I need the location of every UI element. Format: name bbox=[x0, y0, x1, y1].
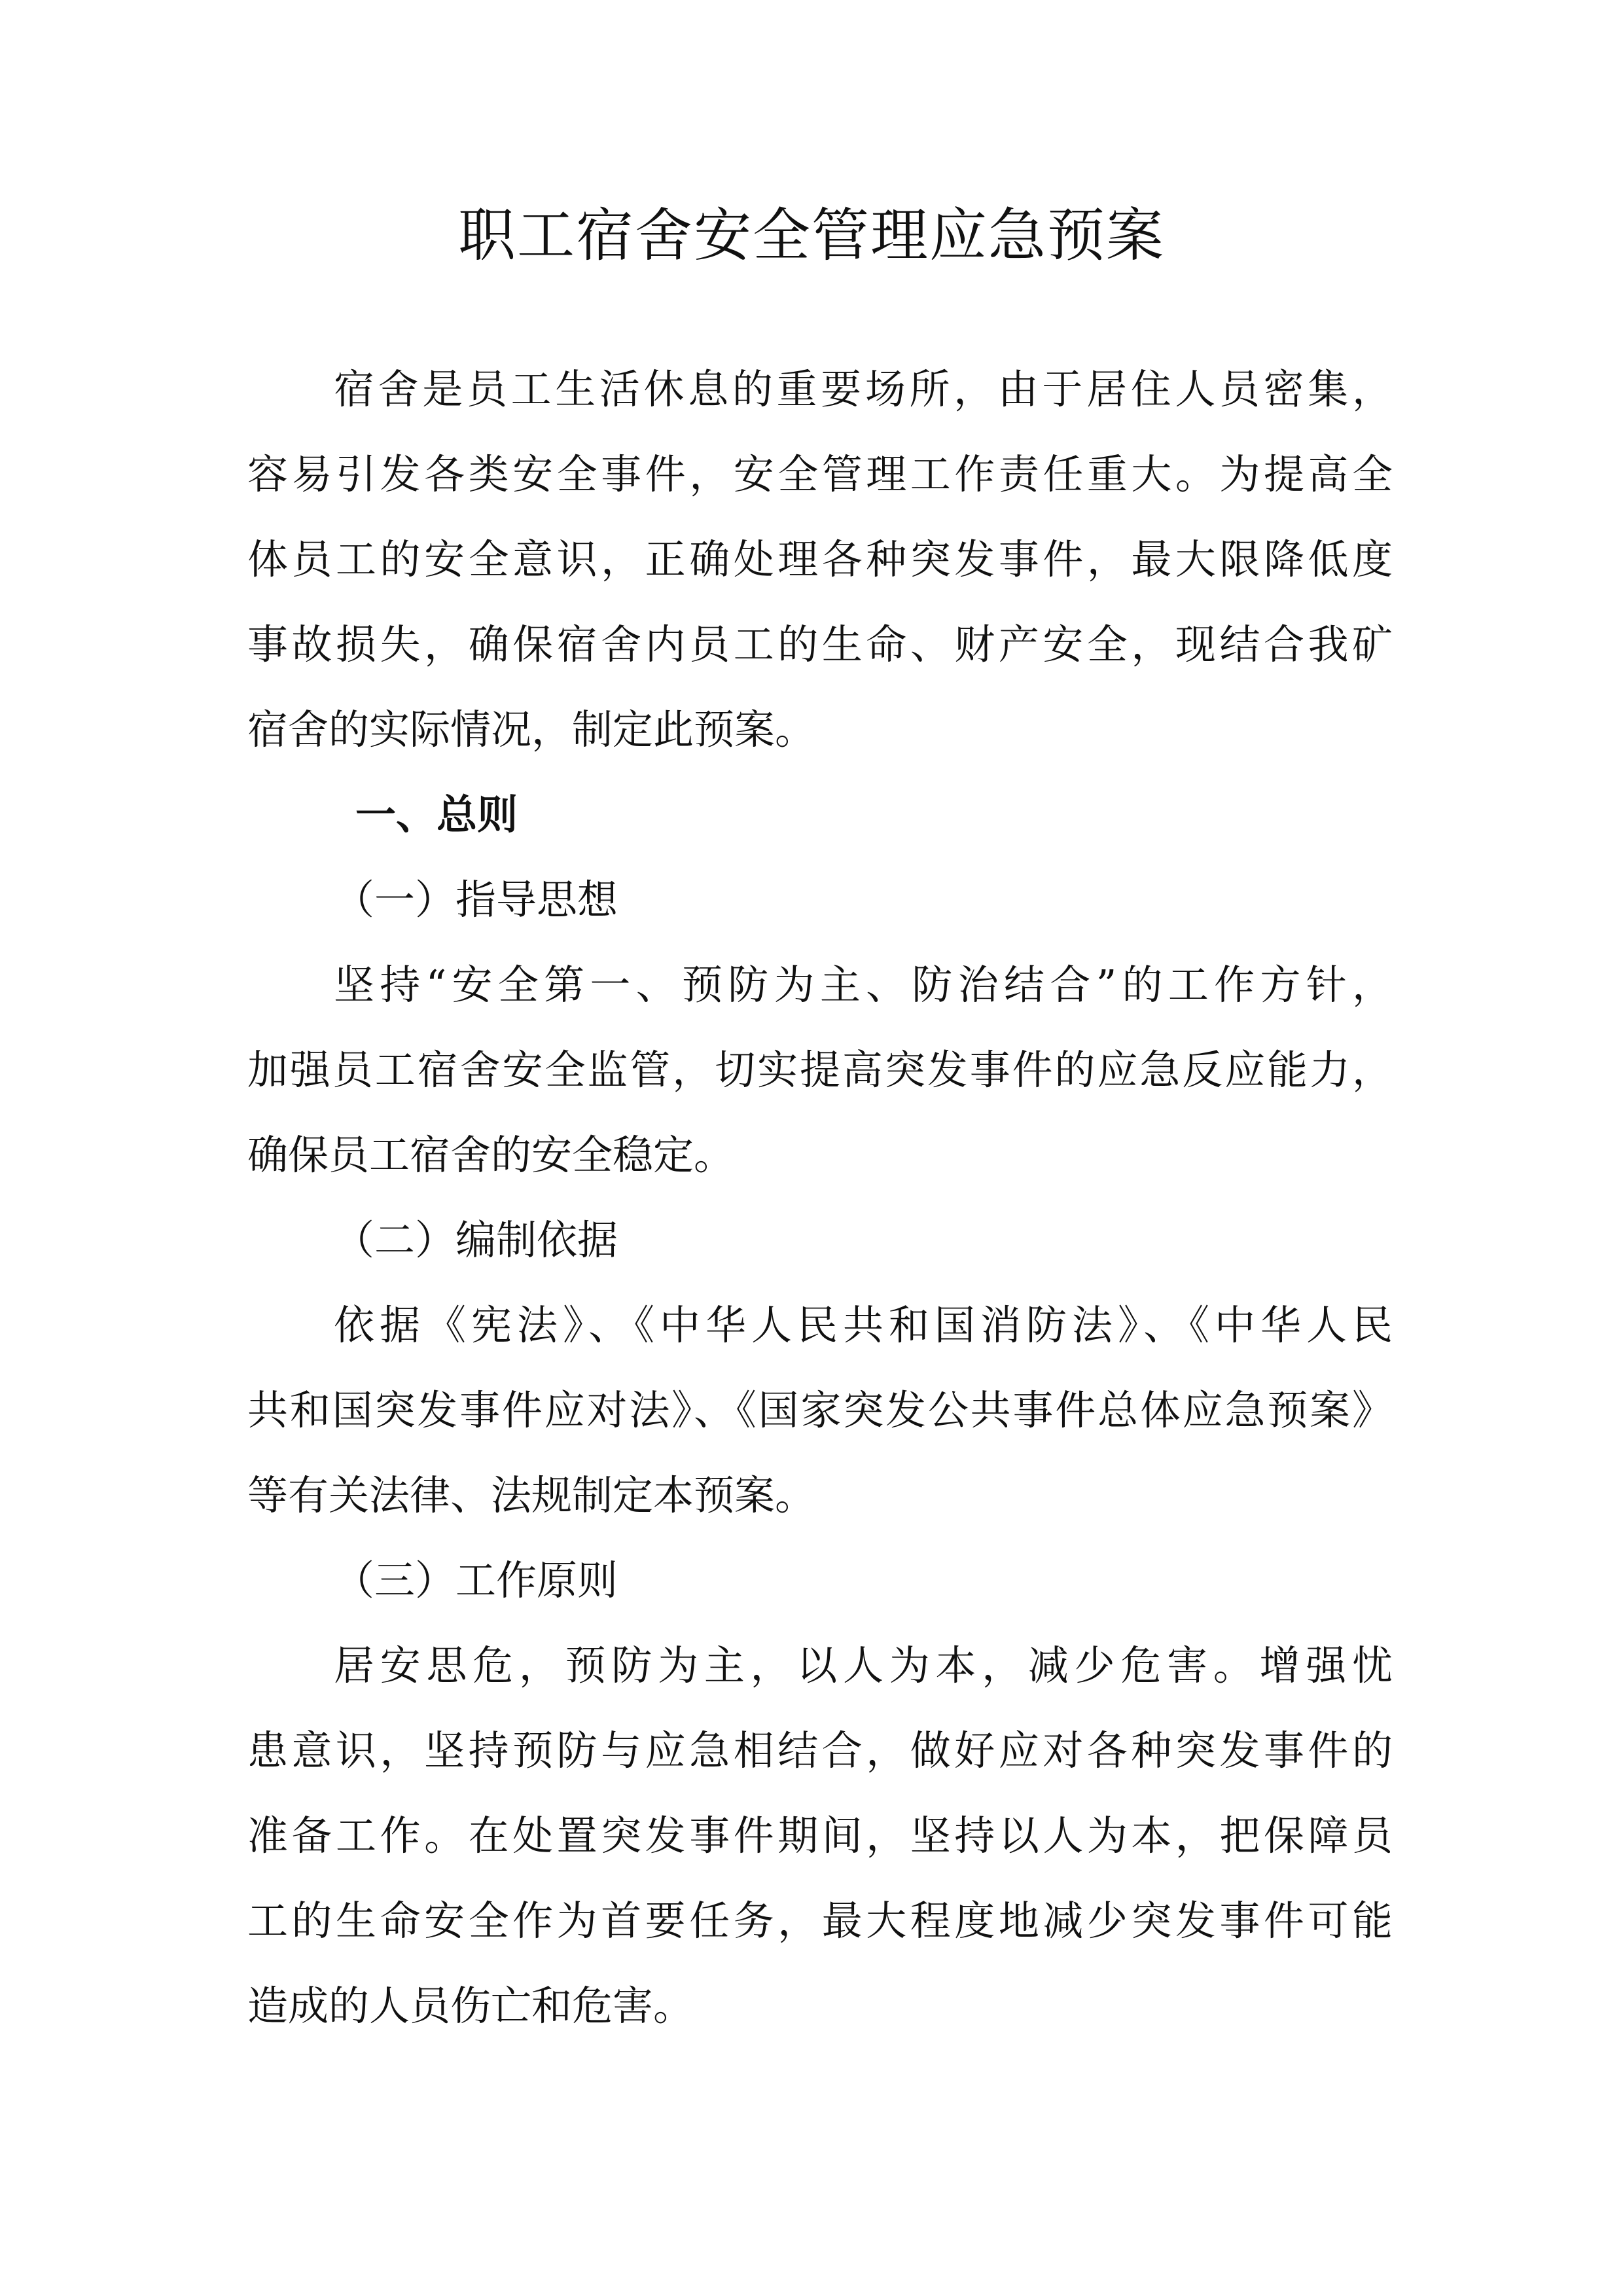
paragraph-line: 准备工作。在处置突发事件期间，坚持以人为本，把保障员 bbox=[247, 1812, 1393, 1859]
paragraph-line: 加强员工宿舍安全监管，切实提高突发事件的应急反应能力， bbox=[247, 1046, 1393, 1094]
paragraph-line: 共和国突发事件应对法》、《国家突发公共事件总体应急预案》 bbox=[247, 1386, 1393, 1434]
paragraph-line: 居安思危，预防为主，以人为本，减少危害。增强忧 bbox=[334, 1641, 1393, 1689]
subsection-heading: （三）工作原则 bbox=[334, 1556, 618, 1604]
paragraph-line: 宿舍是员工生活休息的重要场所，由于居住人员密集， bbox=[334, 365, 1393, 413]
paragraph-line: 坚持“安全第一、预防为主、防治结合”的工作方针， bbox=[334, 961, 1393, 1009]
section-heading: 一、总则 bbox=[355, 791, 518, 838]
paragraph-line: 宿舍的实际情况，制定此预案。 bbox=[247, 706, 816, 753]
paragraph-line: 事故损失，确保宿舍内员工的生命、财产安全，现结合我矿 bbox=[247, 620, 1393, 668]
paragraph-line: 确保员工宿舍的安全稳定。 bbox=[247, 1131, 735, 1179]
paragraph-line: 体员工的安全意识，正确处理各种突发事件，最大限降低度 bbox=[247, 535, 1393, 583]
paragraph-line: 工的生命安全作为首要任务，最大程度地减少突发事件可能 bbox=[247, 1897, 1393, 1945]
subsection-heading: （一）指导思想 bbox=[334, 876, 618, 924]
paragraph-line: 依据《宪法》、《中华人民共和国消防法》、《中华人民 bbox=[334, 1301, 1393, 1349]
paragraph-line: 造成的人员伤亡和危害。 bbox=[247, 1982, 694, 2030]
paragraph-line: 等有关法律、法规制定本预案。 bbox=[247, 1471, 816, 1519]
document-body bbox=[247, 347, 1393, 2049]
subsection-heading: （二）编制依据 bbox=[334, 1216, 618, 1264]
paragraph-line: 患意识，坚持预防与应急相结合，做好应对各种突发事件的 bbox=[247, 1727, 1393, 1774]
paragraph-line: 容易引发各类安全事件，安全管理工作责任重大。为提高全 bbox=[247, 450, 1393, 498]
document-title: 职工宿舍安全管理应急预案 bbox=[457, 202, 1165, 269]
